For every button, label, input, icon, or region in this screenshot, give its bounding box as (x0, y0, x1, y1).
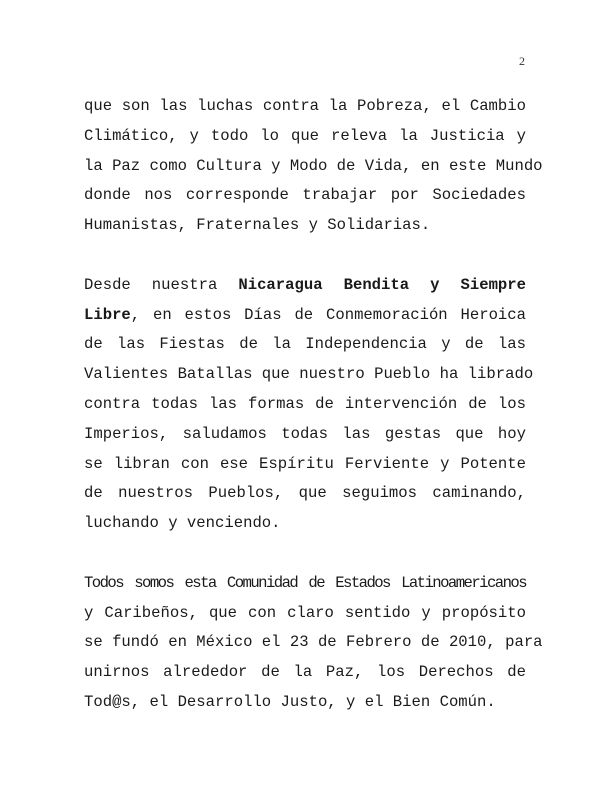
text-line (84, 271, 526, 301)
paragraph-1 (84, 92, 543, 241)
paragraph-3 (84, 569, 543, 718)
text-line: se fundó en México el 23 de Febrero de 2010, para (84, 633, 543, 652)
paragraph-2 (84, 271, 534, 539)
text-line: Climático, y todo lo que releva la Justicia y (84, 126, 526, 145)
text-line: de nuestros Pueblos, que seguimos caminando, (84, 484, 526, 503)
text-line: contra todas las formas de intervención de los (84, 394, 526, 413)
bold-phrase: Libre (84, 305, 131, 324)
text-line: la Paz como Cultura y Modo de Vida, en este Mundo (84, 156, 543, 175)
text-line: que son las luchas contra la Pobreza, el Cambio (84, 97, 526, 115)
text-line: y Caribeños, que con claro sentido y propósito (84, 603, 526, 622)
text-line: Tod@s, el Desarrollo Justo, y el Bien Común. (84, 692, 496, 711)
text-line (84, 301, 526, 331)
text-run: Desde nuestra (84, 275, 218, 294)
text-line: se libran con ese Espíritu Ferviente y Potente (84, 454, 526, 473)
text-line: Todos somos esta Comunidad de Estados Latinoamericanos (84, 573, 526, 592)
page-number: 2 (519, 54, 525, 68)
text-run: , en estos Días de Conmemoración Heroica (130, 305, 526, 324)
text-line: de las Fiestas de la Independencia y de las (84, 335, 526, 354)
text-line: Imperios, saludamos todas las gestas que hoy (84, 424, 526, 443)
text-line: unirnos alrededor de la Paz, los Derechos de (84, 663, 526, 682)
text-line: Humanistas, Fraternales y Solidarias. (84, 216, 431, 235)
text-line: Valientes Batallas que nuestro Pueblo ha librado (84, 365, 534, 384)
text-line: donde nos corresponde trabajar por Sociedades (84, 186, 526, 205)
document-body (84, 92, 543, 748)
text-line: luchando y venciendo. (84, 514, 281, 533)
bold-phrase: Nicaragua Bendita y Siempre (238, 275, 527, 294)
